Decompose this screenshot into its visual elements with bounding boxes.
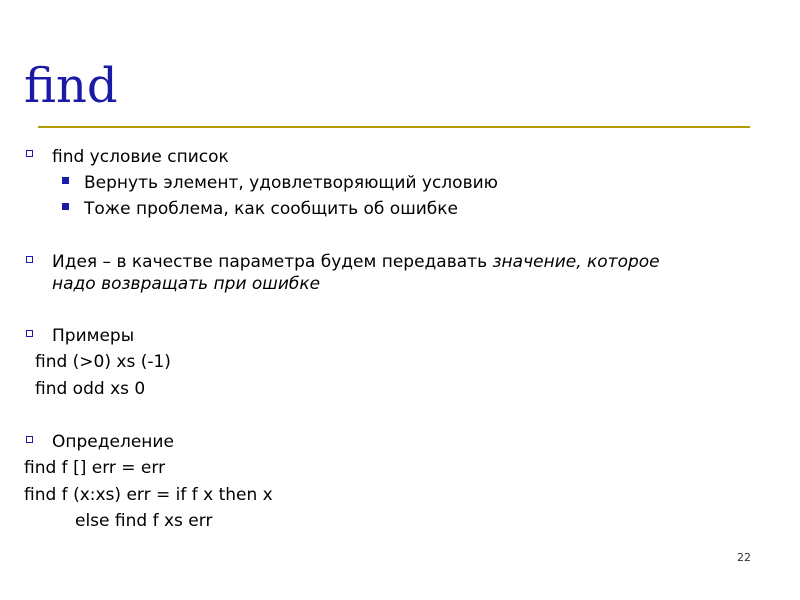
slide-title: find bbox=[24, 58, 118, 114]
idea-prefix: Идея – в качестве параметра будем передавать bbox=[52, 252, 493, 272]
definition-line-2: find f (x:xs) err = if f x then x bbox=[24, 485, 273, 505]
idea-line-1 bbox=[52, 251, 660, 273]
page-number: 22 bbox=[737, 551, 751, 564]
title-underline bbox=[38, 126, 750, 128]
example-2: find odd xs 0 bbox=[35, 379, 146, 399]
bullet-find-condition: find условие список bbox=[52, 147, 229, 167]
sub-bullet-return-element: Вернуть элемент, удовлетворяющий условию bbox=[84, 173, 498, 193]
idea-italic-2: надо возвращать при ошибке bbox=[52, 274, 321, 294]
idea-italic-1: значение, которое bbox=[492, 252, 660, 272]
definition-line-3: else find f xs err bbox=[75, 511, 213, 531]
definition-label: Определение bbox=[52, 432, 174, 452]
solid-square-bullet-icon bbox=[62, 203, 69, 210]
examples-label: Примеры bbox=[52, 326, 135, 346]
hollow-square-bullet-icon bbox=[26, 150, 33, 157]
definition-line-1: find f [] err = err bbox=[24, 458, 166, 478]
sub-bullet-error-problem: Тоже проблема, как сообщить об ошибке bbox=[84, 199, 459, 219]
hollow-square-bullet-icon bbox=[26, 436, 33, 443]
hollow-square-bullet-icon bbox=[26, 256, 33, 263]
hollow-square-bullet-icon bbox=[26, 330, 33, 337]
solid-square-bullet-icon bbox=[62, 177, 69, 184]
example-1: find (>0) xs (-1) bbox=[35, 352, 171, 372]
